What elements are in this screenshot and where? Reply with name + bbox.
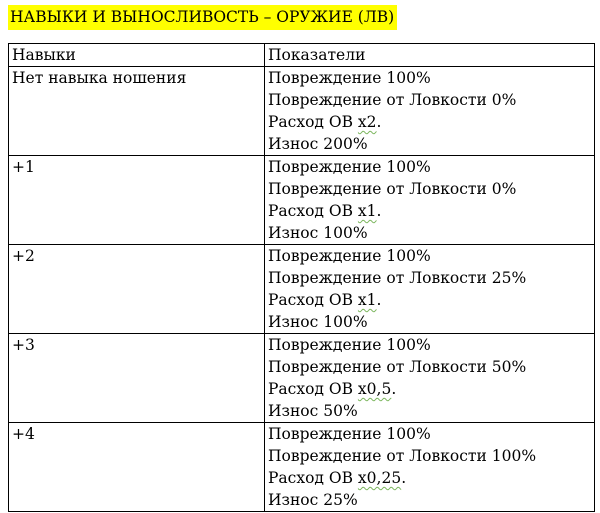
skill-level: +4 [12,425,35,443]
skill-level: +2 [12,247,35,265]
skill-cell [9,156,265,245]
skill-cell [9,67,265,156]
skill-cell [9,423,265,512]
damage-value: Повреждение 100% [268,425,431,443]
dex-damage-value: Повреждение от Ловкости 0% [268,91,517,109]
ov-consumption [268,289,594,311]
document-title: НАВЫКИ И ВЫНОСЛИВОСТЬ – ОРУЖИЕ (ЛВ) [8,5,397,30]
table-row [9,334,595,423]
ov-label: Расход ОВ [268,380,358,398]
ov-consumption [268,467,594,489]
skill-level: +3 [12,336,35,354]
table-row [9,67,595,156]
stats-cell [265,423,595,512]
wear-value: Износ 100% [268,224,368,242]
ov-multiplier: х1 [357,202,377,220]
ov-label: Расход ОВ [268,202,358,220]
ov-period: . [376,113,382,131]
damage-value: Повреждение 100% [268,247,431,265]
header-stats: Показатели [265,44,595,67]
ov-period: . [376,291,382,309]
ov-period: . [401,469,407,487]
dex-damage-value: Повреждение от Ловкости 0% [268,180,517,198]
dex-damage-value: Повреждение от Ловкости 50% [268,358,527,376]
table-body [9,67,595,512]
ov-label: Расход ОВ [268,291,358,309]
header-skills: Навыки [9,44,265,67]
ov-period: . [376,202,382,220]
damage-value: Повреждение 100% [268,158,431,176]
ov-period: . [391,380,397,398]
skill-level: +1 [12,158,35,176]
wear-value: Износ 50% [268,402,358,420]
wear-value: Износ 100% [268,313,368,331]
table-header-row [9,44,595,67]
ov-label: Расход ОВ [268,113,358,131]
title-block [8,5,397,30]
ov-multiplier: х0,5 [357,380,392,398]
skill-cell [9,245,265,334]
damage-value: Повреждение 100% [268,69,431,87]
dex-damage-value: Повреждение от Ловкости 100% [268,447,537,465]
ov-consumption [268,111,594,133]
ov-label: Расход ОВ [268,469,358,487]
ov-multiplier: х0,25 [357,469,402,487]
stats-cell [265,67,595,156]
skill-cell [9,334,265,423]
ov-multiplier: х1 [357,291,377,309]
ov-consumption [268,378,594,400]
table-row [9,156,595,245]
dex-damage-value: Повреждение от Ловкости 25% [268,269,527,287]
damage-value: Повреждение 100% [268,336,431,354]
skills-table [8,43,595,512]
wear-value: Износ 200% [268,135,368,153]
skill-level: Нет навыка ношения [12,69,187,87]
table-row [9,423,595,512]
ov-multiplier: х2 [357,113,377,131]
ov-consumption [268,200,594,222]
wear-value: Износ 25% [268,491,358,509]
stats-cell [265,156,595,245]
table-row [9,245,595,334]
stats-cell [265,245,595,334]
stats-cell [265,334,595,423]
